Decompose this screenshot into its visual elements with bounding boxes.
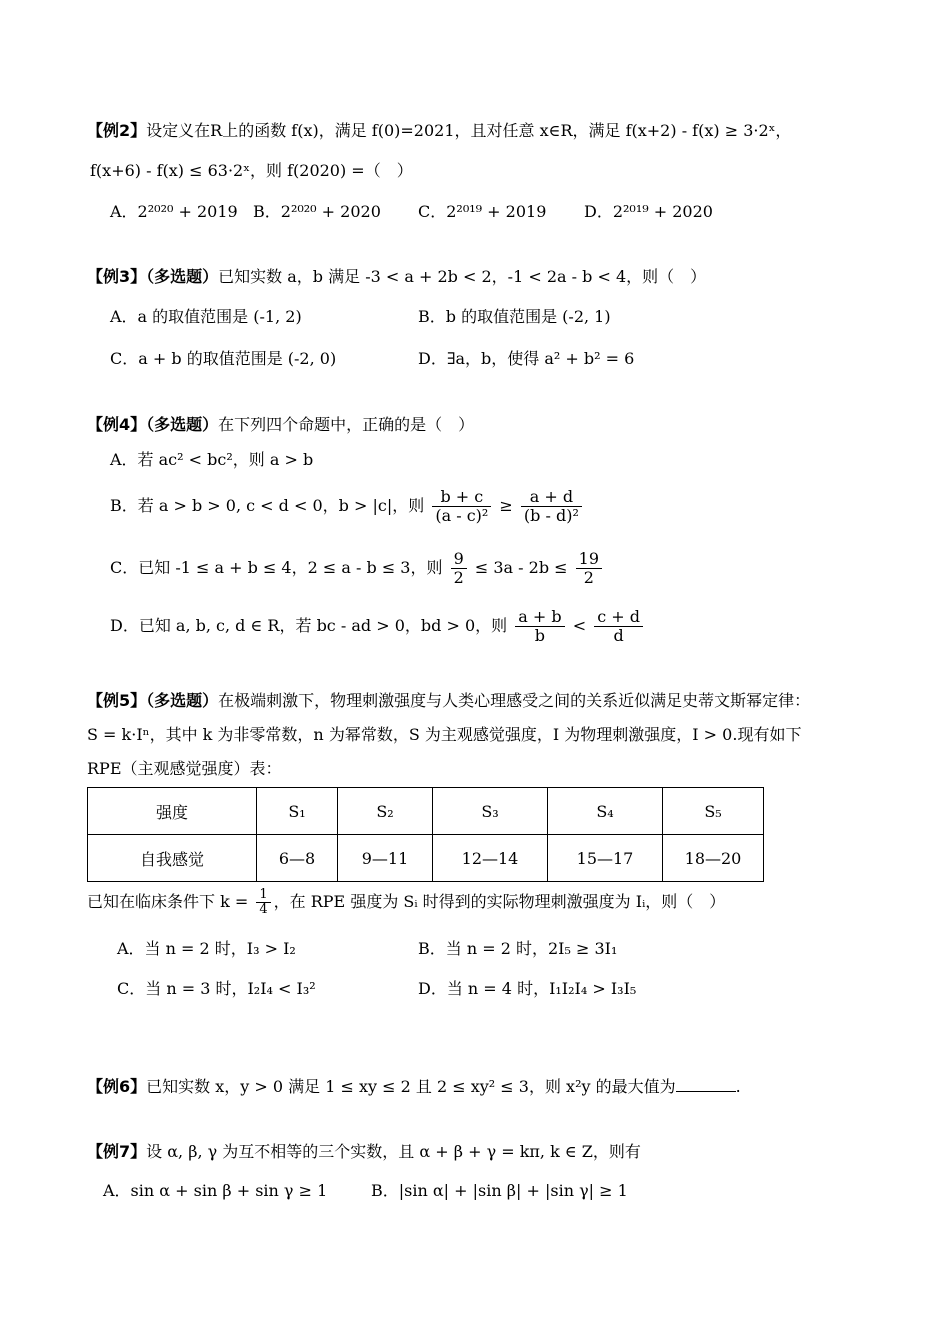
ex4-d-pre: D．已知 a, b, c, d ∈ R，若 bc - ad > 0，bd > 0，则 — [110, 616, 508, 635]
ex2-option-b: B．2²⁰²⁰ + 2020 — [253, 202, 381, 221]
ex5-tag: 【例5】 — [87, 691, 147, 710]
table-cell: 自我感觉 — [88, 835, 257, 882]
table-cell: 18—20 — [663, 835, 764, 882]
ex4-stem-line — [87, 414, 474, 436]
table-cell: S₄ — [548, 788, 663, 835]
ex5-type: （多选题） — [146, 691, 219, 710]
ex3-stem-line — [87, 266, 706, 288]
ex5-option-a: A．当 n = 2 时，I₃ > I₂ — [117, 939, 296, 958]
ex4-d-frac1: $\frac{a + b}{b}$ — [515, 608, 564, 645]
rpe-table — [87, 787, 764, 882]
ex5-line3: RPE（主观感觉强度）表： — [87, 759, 282, 778]
ex5-text1: 在极端刺激下，物理刺激强度与人类心理感受之间的关系近似满足史蒂文斯幂定律： — [218, 691, 811, 710]
ex3-tag: 【例3】 — [87, 267, 147, 286]
ex5-option-d: D．当 n = 4 时，I₁I₂I₄ > I₃I₅ — [418, 979, 637, 998]
ex2-line1 — [87, 120, 791, 142]
ex7-line — [87, 1141, 641, 1163]
ex4-tag: 【例4】 — [87, 415, 147, 434]
ex5-cond-post: ，在 RPE 强度为 Sᵢ 时得到的实际物理刺激强度为 Iᵢ，则（ ） — [273, 892, 726, 911]
ex4-b-frac1: $\frac{b + c}{\text{(a - c)²}}$ — [432, 488, 491, 525]
ex7-stem: 设 α, β, γ 为互不相等的三个实数，且 α + β + γ = kπ, k ∈ Z，则有 — [146, 1142, 641, 1161]
ex4-b-pre: B．若 a > b > 0, c < d < 0，b > |c|，则 — [110, 496, 425, 515]
ex4-option-c — [110, 546, 605, 590]
ex4-type: （多选题） — [146, 415, 219, 434]
table-cell: S₅ — [663, 788, 764, 835]
ex3-option-c: C．a + b 的取值范围是 (-2, 0) — [110, 349, 337, 368]
ex3-option-b: B．b 的取值范围是 (-2, 1) — [418, 307, 611, 326]
table-cell: 强度 — [88, 788, 257, 835]
ex2-line2: f(x+6) - f(x) ≤ 63·2ˣ，则 f(2020) =（ ） — [90, 161, 413, 180]
ex4-stem: 在下列四个命题中，正确的是（ ） — [218, 415, 475, 434]
table-row — [88, 835, 764, 882]
ex4-option-a: A．若 ac² < bc²，则 a > b — [110, 450, 314, 469]
ex6-line — [87, 1075, 741, 1098]
ex3-option-d: D．∃a，b，使得 a² + b² = 6 — [418, 349, 635, 368]
ex2-text1: 设定义在R上的函数 f(x)，满足 f(0)=2021，且对任意 x∈R，满足 f(x+2) - f(x) ≥ 3·2ˣ， — [146, 121, 792, 140]
table-cell: 15—17 — [548, 835, 663, 882]
ex7-tag: 【例7】 — [87, 1142, 147, 1161]
table-cell: S₂ — [338, 788, 433, 835]
table-cell: 12—14 — [433, 835, 548, 882]
ex3-stem: 已知实数 a，b 满足 -3 < a + 2b < 2，-1 < 2a - b < 4，则（ ） — [218, 267, 707, 286]
ex2-option-a: A．2²⁰²⁰ + 2019 — [110, 202, 238, 221]
ex5-option-b: B．当 n = 2 时，2I₅ ≥ 3I₁ — [418, 939, 618, 958]
ex6-end: . — [735, 1077, 741, 1096]
ex4-c-pre: C．已知 -1 ≤ a + b ≤ 4，2 ≤ a - b ≤ 3，则 — [110, 558, 443, 577]
ex2-option-c: C．2²⁰¹⁹ + 2019 — [418, 202, 547, 221]
ex2-tag: 【例2】 — [87, 121, 147, 140]
ex3-type: （多选题） — [146, 267, 219, 286]
table-cell: S₁ — [257, 788, 338, 835]
ex5-k-frac: $\frac{1}{4}$ — [256, 888, 270, 917]
ex6-stem: 已知实数 x，y > 0 满足 1 ≤ xy ≤ 2 且 2 ≤ xy² ≤ 3，则 x²y 的最大值为 — [146, 1077, 676, 1096]
ex6-tag: 【例6】 — [87, 1077, 147, 1096]
ex4-c-frac2: $\frac{19}{2}$ — [576, 550, 602, 587]
ex5-option-c: C．当 n = 3 时，I₂I₄ < I₃² — [117, 979, 316, 998]
ex4-option-d — [110, 604, 646, 648]
ex5-line1 — [87, 690, 810, 712]
ex4-c-mid: ≤ 3a - 2b ≤ — [474, 558, 568, 577]
ex4-b-frac2: $\frac{a + d}{\text{(b - d)²}}$ — [521, 488, 582, 525]
ex5-line2: S = k·Iⁿ，其中 k 为非零常数，n 为幂常数，S 为主观感觉强度，I 为物理刺激强度，I > 0.现有如下 — [87, 725, 802, 744]
table-cell: 9—11 — [338, 835, 433, 882]
ex4-b-rel: ≥ — [499, 496, 513, 515]
ex7-option-b: B．|sin α| + |sin β| + |sin γ| ≥ 1 — [371, 1181, 628, 1200]
table-cell: S₃ — [433, 788, 548, 835]
ex5-cond-pre: 已知在临床条件下 k = — [87, 892, 249, 911]
ex4-option-b — [110, 484, 585, 528]
ex2-option-d: D．2²⁰¹⁹ + 2020 — [584, 202, 713, 221]
answer-blank[interactable] — [676, 1075, 736, 1092]
ex4-d-rel: < — [572, 616, 587, 635]
table-cell: 6—8 — [257, 835, 338, 882]
ex7-option-a: A．sin α + sin β + sin γ ≥ 1 — [103, 1181, 328, 1200]
ex5-condition — [87, 883, 725, 921]
ex4-d-frac2: $\frac{c + d}{d}$ — [594, 608, 643, 645]
table-row — [88, 788, 764, 835]
ex3-option-a: A．a 的取值范围是 (-1, 2) — [110, 307, 302, 326]
ex4-c-frac1: $\frac{9}{2}$ — [451, 550, 467, 587]
